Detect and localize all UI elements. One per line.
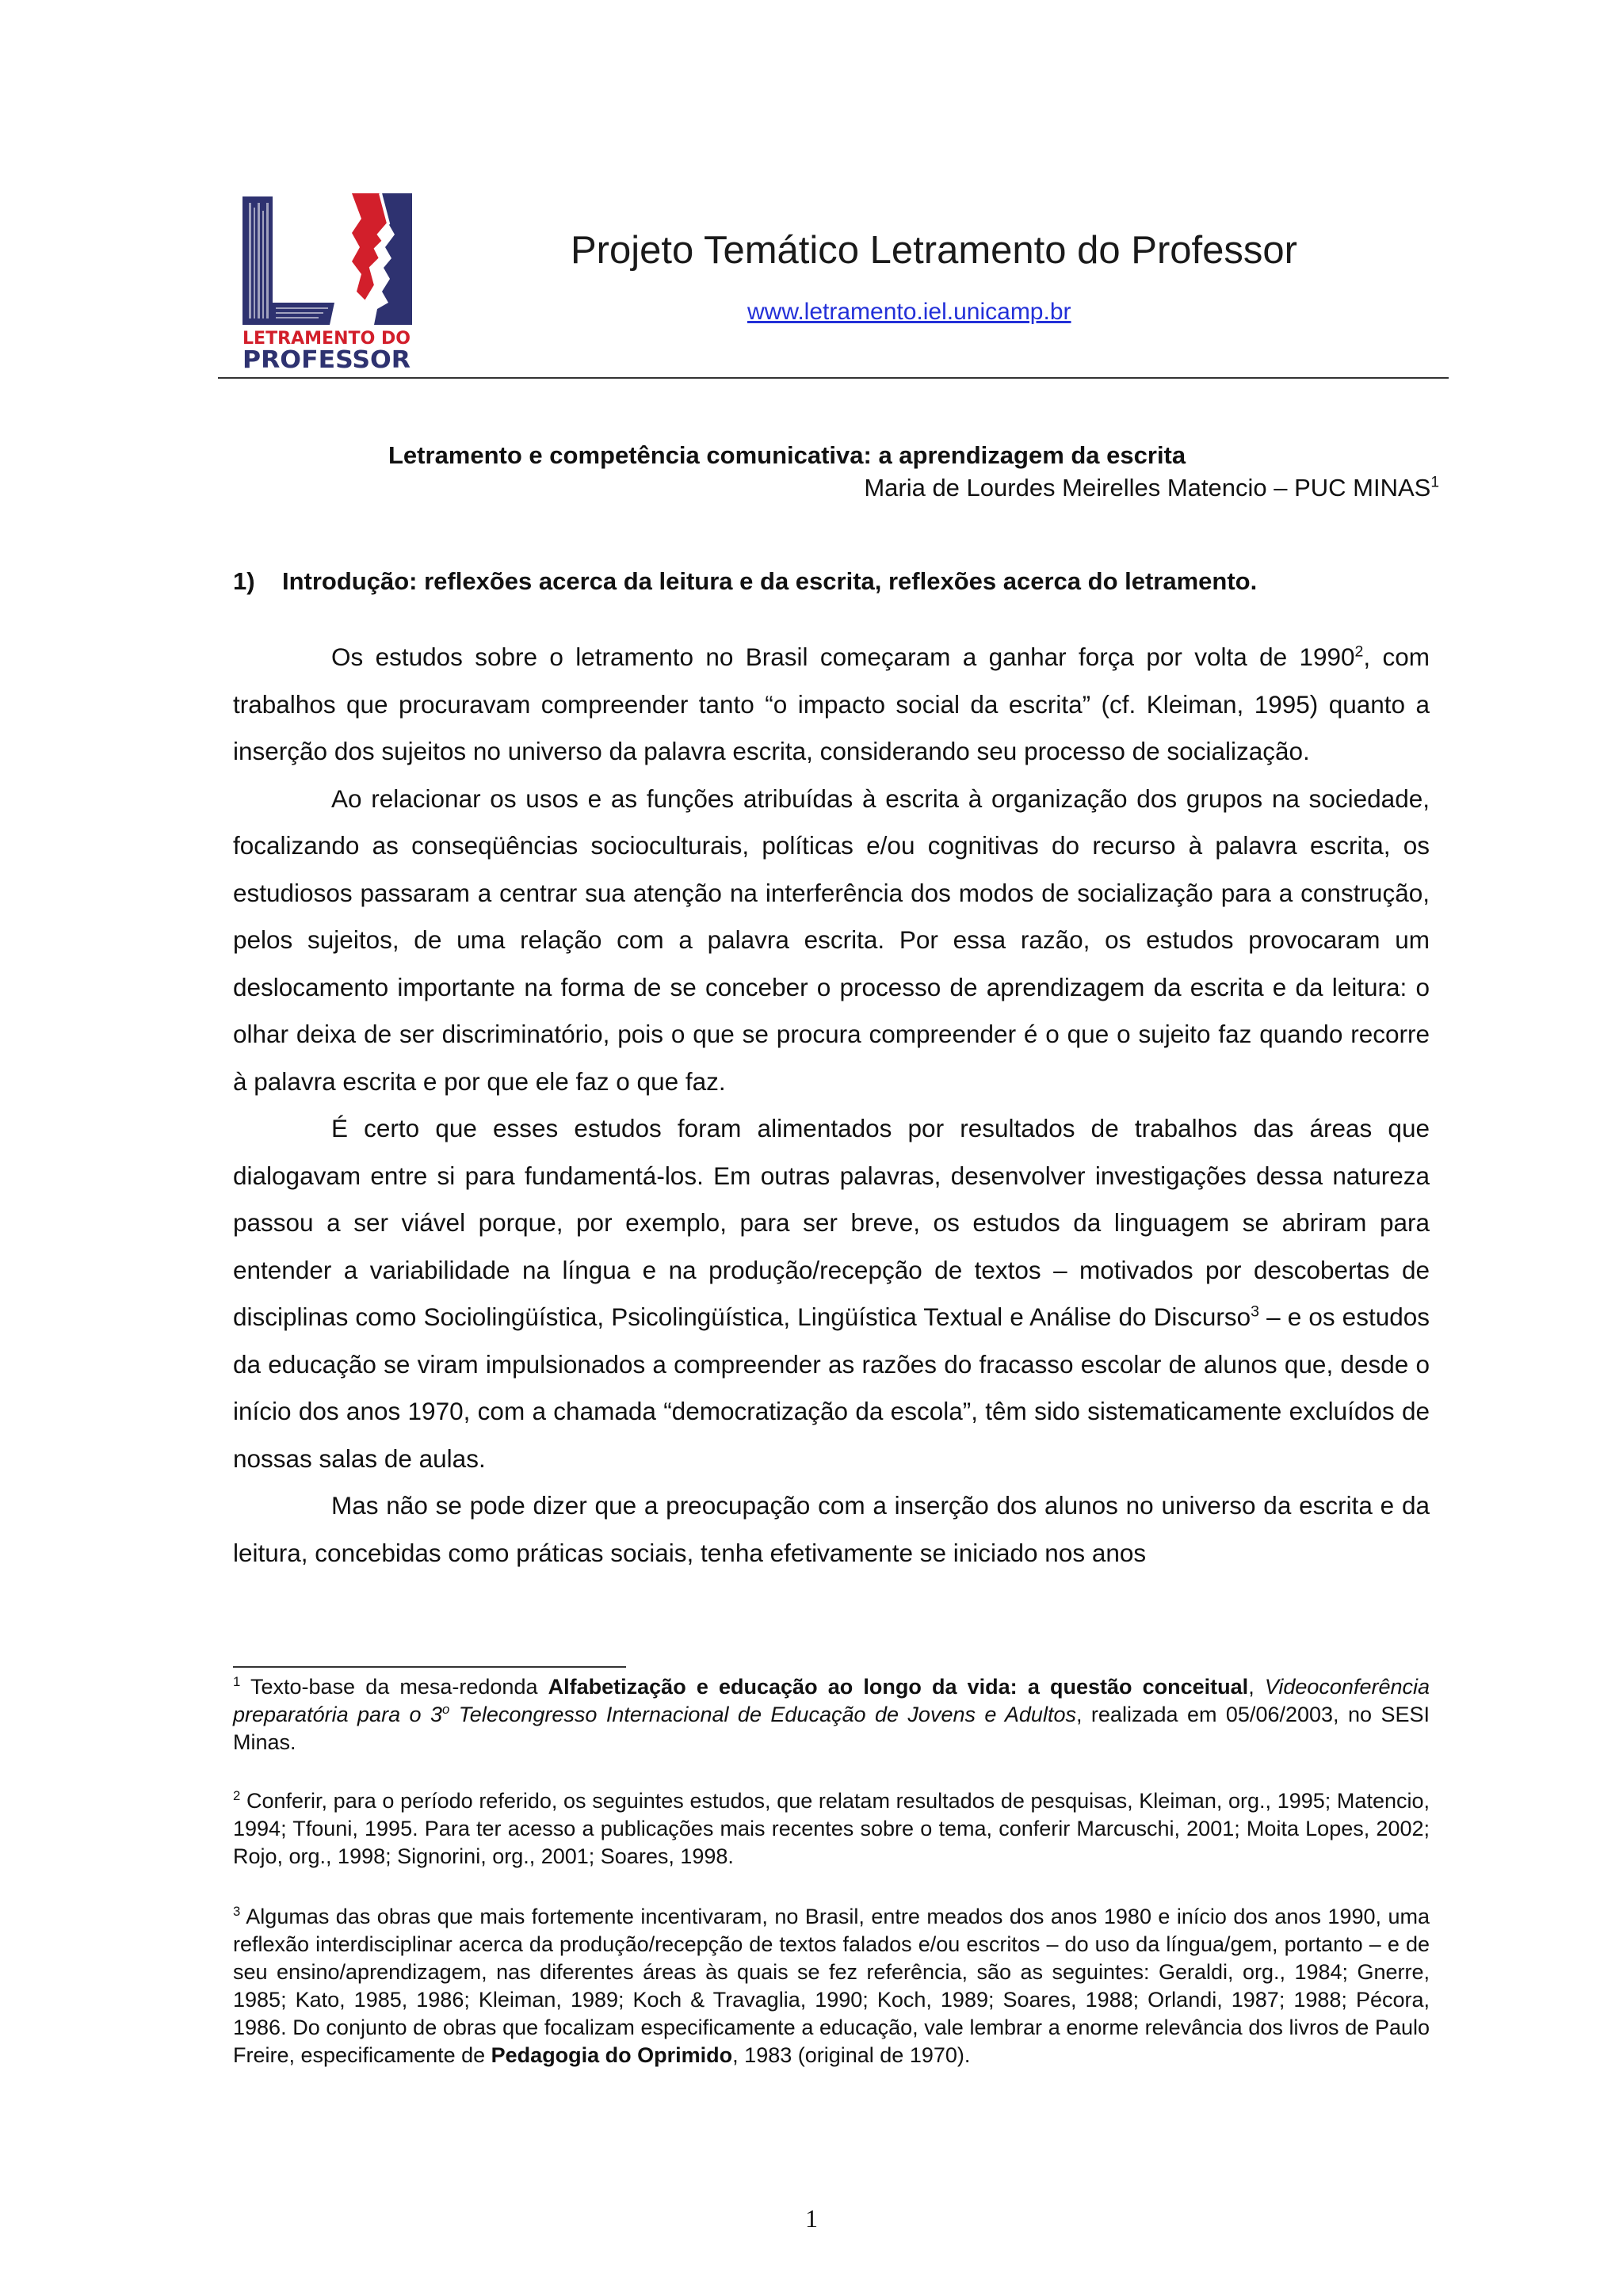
footnote-1 — [233, 1673, 1430, 1756]
header-title: Projeto Temático Letramento do Professor — [571, 229, 1297, 272]
paragraph-2: Ao relacionar os usos e as funções atribuídas à escrita à organização dos grupos na sociedade, focalizando as conseqüências socioculturais, políticas e/ou cognitivas do recurso à palavra escrita, os estudiosos passaram a centrar sua atenção na interferência dos modos de socialização para a construção, pelos sujeitos, de uma relação com a palavra escrita. Por essa razão, os estudos provocaram um deslocamento importante na forma de se conceber o processo de aprendizagem da escrita e da leitura: o olhar deixa de ser discriminatório, pois o que se procura compreender é o que o sujeito faz quando recorre à palavra escrita e por que ele faz o que faz. — [233, 784, 1430, 1096]
footnote-1-text-a: Texto-base da mesa-redonda — [240, 1675, 548, 1699]
paragraph-1 — [233, 634, 1430, 776]
footnote-3 — [233, 1903, 1430, 2069]
paragraph-1-text-b: , com trabalhos que procuravam compreender tanto “o impacto social da escrita” (cf. Kleiman, 1995) quanto a inserção dos sujeitos no universo da palavra escrita, considerando seu processo de socialização. — [233, 643, 1430, 765]
paper-title: Letramento e competência comunicativa: a aprendizagem da escrita — [388, 441, 1186, 469]
paragraph-4: Mas não se pode dizer que a preocupação com a inserção dos alunos no universo da escrita e da leitura, concebidas como práticas sociais, tenha efetivamente se iniciado nos anos — [233, 1491, 1430, 1567]
footnote-3-bold-title: Pedagogia do Oprimido — [491, 2043, 733, 2067]
paragraph-3-text-a: É certo que esses estudos foram alimentados por resultados de trabalhos das áreas que dialogavam entre si para fundamentá-los. Em outras palavras, desenvolver investigações dessa natureza passou a ser viável porque, por exemplo, para ser breve, os estudos da linguagem se abriram para entender a variabilidade na língua e na produção/recepção de textos – motivados por descobertas de disciplinas como Sociolingüística, Psicolingüística, Lingüística Textual e Análise do Discurso — [233, 1114, 1430, 1331]
footnote-2-mark: 2 — [233, 1788, 241, 1803]
page-number: 1 — [805, 2204, 818, 2233]
footnote-1-italic-a: Videoconferência preparatória para o 3 — [233, 1675, 1430, 1726]
footnote-1-text-c: , realizada em 05/06/2003, no SESI Minas. — [233, 1703, 1430, 1754]
logo-graphic — [241, 192, 412, 371]
author-text: Maria de Lourdes Meirelles Matencio – PUC MINAS — [864, 474, 1431, 502]
footnote-2-text: Conferir, para o período referido, os seguintes estudos, que relatam resultados de pesquisas, Kleiman, org., 1995; Matencio, 1994; Tfouni, 1995. Para ter acesso a publicações mais recentes sobre o tema, conferir Marcuschi, 2001; Moita Lopes, 2002; Rojo, org., 1998; Signorini, org., 2001; Soares, 1998. — [233, 1789, 1430, 1868]
body-text — [233, 634, 1430, 1577]
footnote-3-mark: 3 — [233, 1904, 241, 1919]
footnote-1-mark: 1 — [233, 1674, 241, 1689]
footnote-3-text-a: Algumas das obras que mais fortemente incentivaram, no Brasil, entre meados dos anos 1980 e início dos anos 1990, uma reflexão interdisciplinar acerca da produção/recepção de textos falados e/ou escritos – do uso da língua/gem, portanto – e de seu ensino/aprendizagem, nas diferentes áreas às quais se fez referência, são as seguintes: Geraldi, org., 1984; Gnerre, 1985; Kato, 1985, 1986; Kleiman, 1989; Koch & Travaglia, 1990; Koch, 1989; Soares, 1988; Orlandi, 1987; 1988; Pécora, 1986. Do conjunto de obras que focalizam especificamente a educação, vale lembrar a enorme relevância dos livros de Paulo Freire, especificamente de — [233, 1905, 1430, 2067]
section-heading — [233, 567, 1257, 596]
section-number: 1) — [233, 567, 255, 595]
letramento-do-professor-logo — [241, 192, 412, 371]
footnote-ref-2[interactable]: 2 — [1354, 643, 1364, 661]
footnote-1-bold-title: Alfabetização e educação ao longo da vida: a questão conceitual — [548, 1675, 1249, 1699]
footnote-1-italic-b: Telecongresso Internacional de Educação de Jovens e Adultos — [449, 1703, 1076, 1726]
footnote-ref-1[interactable]: 1 — [1430, 474, 1439, 491]
logo-line-1: LETRAMENTO DO — [242, 329, 411, 349]
logo-line-2: PROFESSOR — [242, 346, 411, 371]
footnote-3-text-b: , 1983 (original de 1970). — [732, 2043, 971, 2067]
footnote-ref-3[interactable]: 3 — [1251, 1302, 1259, 1321]
footnote-divider — [233, 1666, 626, 1668]
header-url-link[interactable]: www.letramento.iel.unicamp.br — [747, 299, 1071, 325]
paragraph-1-text-a: Os estudos sobre o letramento no Brasil começaram a ganhar força por volta de 1990 — [331, 643, 1355, 671]
footnote-2 — [233, 1787, 1430, 1871]
paper-author — [864, 474, 1439, 502]
footnote-1-ordinal: o — [442, 1702, 450, 1717]
footnote-1-text-b: , — [1248, 1675, 1265, 1699]
paragraph-3 — [233, 1105, 1430, 1482]
paragraph-3-text-b: – e os estudos da educação se viram impulsionados a compreender as razões do fracasso escolar de alunos que, desde o início dos anos 1970, com a chamada “democratização da escola”, têm sido sistematicamente excluídos de nossas salas de aulas. — [233, 1302, 1430, 1473]
section-title: Introdução: reflexões acerca da leitura e da escrita, reflexões acerca do letramento. — [282, 567, 1258, 595]
header-divider — [218, 377, 1449, 379]
